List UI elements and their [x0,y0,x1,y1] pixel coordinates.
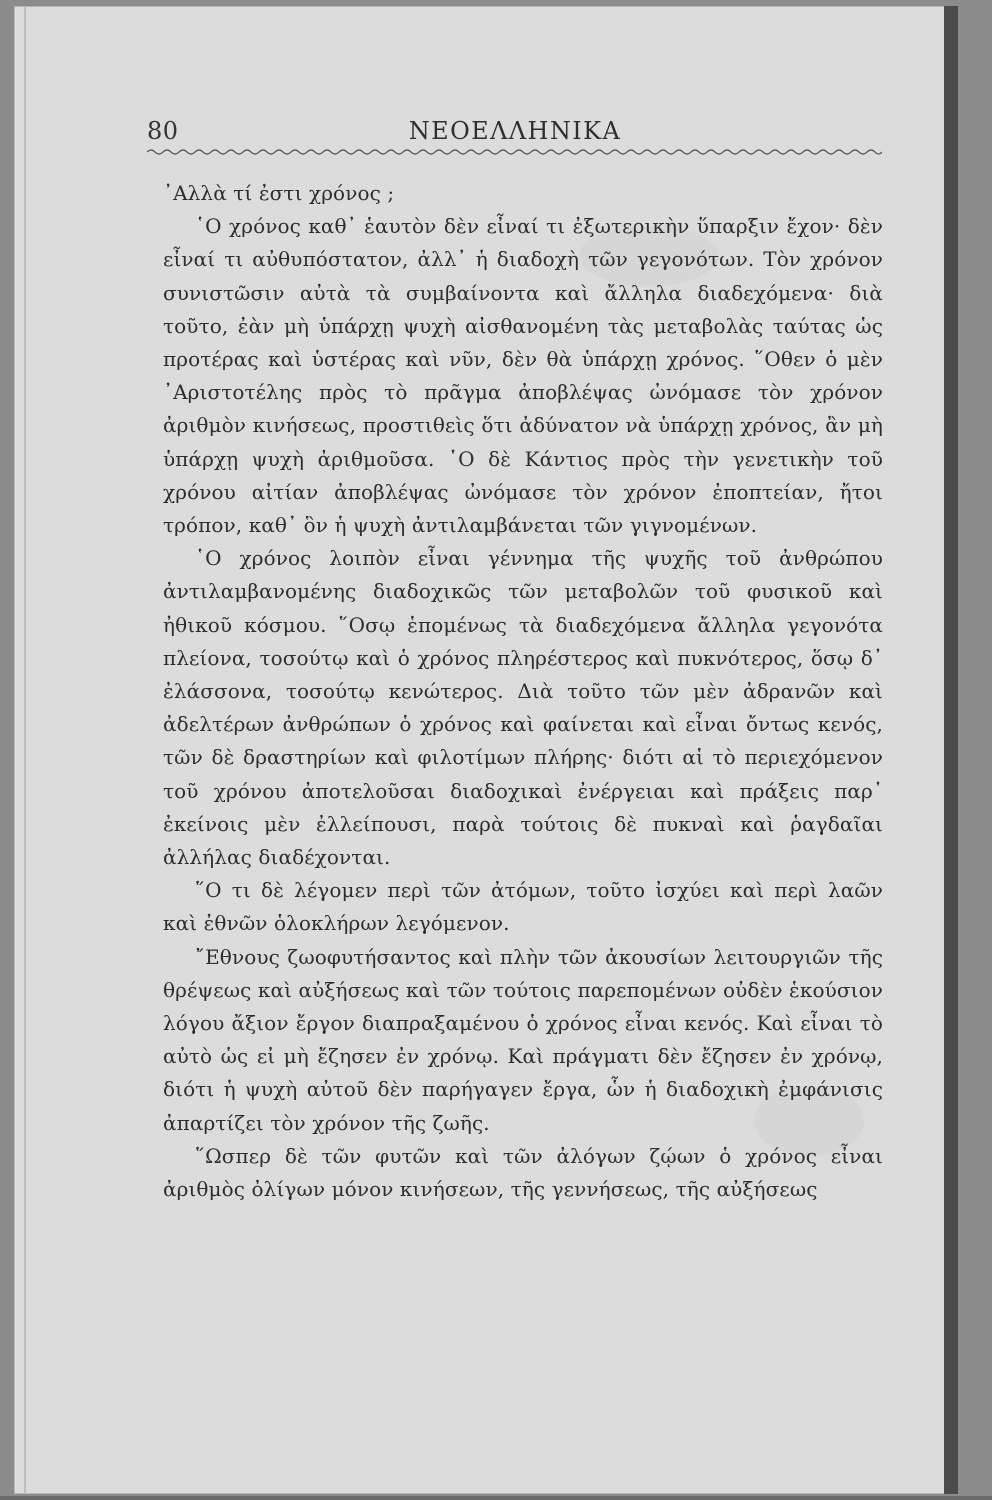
wavy-header-rule [147,148,882,156]
page-body [163,177,883,1206]
running-head: ΝΕΟΕΛΛΗΝΙΚΑ [408,117,622,145]
paragraph: ῾Ο χρόνος λοιπὸν εἶναι γέννημα τῆς ψυχῆς τοῦ ἀνθρώπου ἀντιλαμβανομένης διαδοχικῶς τῶν μεταβολῶν τοῦ φυσικοῦ καὶ ἠθικοῦ κόσμου. ῞Οσῳ ἑπομένως τὰ διαδεχόμενα ἄλληλα γεγονότα πλείονα, τοσούτῳ καὶ ὁ χρόνος πληρέστερος καὶ πυκνότερος, ὅσῳ δ᾿ ἐλάσσονα, τοσούτῳ κενώτερος. Διὰ τοῦτο τῶν μὲν ἀδρανῶν καὶ ἀδελτέρων ἀνθρώπων ὁ χρόνος καὶ φαίνεται καὶ εἶναι ὄντως κενός, τῶν δὲ δραστηρίων καὶ φιλοτίμων πλήρης· διότι αἱ τὸ περιεχόμενον τοῦ χρόνου ἀποτελοῦσαι διαδοχικαὶ ἐνέργειαι καὶ πράξεις παρ᾿ ἐκείνοις μὲν ἐλλείπουσι, παρὰ τούτοις δὲ πυκναὶ καὶ ῥαγδαῖαι ἀλλήλας διαδέχονται. [163,546,883,870]
paragraph: ῞Ωσπερ δὲ τῶν φυτῶν καὶ τῶν ἀλόγων ζῴων ὁ χρόνος εἶναι ἀριθμὸς ὀλίγων μόνον κινήσεων, τῆς γεννήσεως, τῆς αὐξήσεως [163,1143,883,1202]
page-header [147,110,882,154]
paragraph: ῾Ο χρόνος καθ᾿ ἑαυτὸν δὲν εἶναί τι ἐξωτερικὴν ὕπαρξιν ἔχον· δὲν εἶναί τι αὐθυπόστατον, ἀλλ᾿ ἡ διαδοχὴ τῶν γεγονότων. Τὸν χρόνον συνιστῶσιν αὐτὰ τὰ συμβαίνοντα καὶ ἄλληλα διαδεχόμενα· διὰ τοῦτο, ἐὰν μὴ ὑπάρχῃ ψυχὴ αἰσθανομένη τὰς μεταβολὰς ταύτας ὡς προτέρας καὶ ὑστέρας καὶ νῦν, δὲν θὰ ὑπάρχῃ χρόνος. ῞Οθεν ὁ μὲν ᾿Αριστοτέλης πρὸς τὸ πρᾶγμα ἀποβλέψας ὠνόμασε τὸν χρόνον ἀριθμὸν κινήσεως, προστιθεὶς ὅτι ἀδύνατον νὰ ὑπάρχῃ χρόνος, ἂν μὴ ὑπάρχῃ ψυχὴ ἀριθμοῦσα. ῾Ο δὲ Κάντιος πρὸς τὴν γενετικὴν τοῦ χρόνου αἰτίαν ἀποβλέψας ὠνόμασε τὸν χρόνον ἐποπτείαν, ἤτοι τρόπον, καθ᾿ ὃν ἡ ψυχὴ ἀντιλαμβάνεται τῶν γιγνομένων. [163,214,883,538]
scan-bottom-edge [0,1496,992,1500]
paragraph: ᾿Αλλὰ τί ἐστι χρόνος ; [163,181,395,205]
paragraph: ῞Ο τι δὲ λέγομεν περὶ τῶν ἀτόμων, τοῦτο ἰσχύει καὶ περὶ λαῶν καὶ ἐθνῶν ὁλοκλήρων λεγόμενον. [163,878,883,936]
page-number: 80 [147,117,179,145]
paragraph: ῎Εθνους ζωοφυτήσαντος καὶ πλὴν τῶν ἀκουσίων λειτουργιῶν τῆς θρέψεως καὶ αὐξήσεως καὶ τῶν τούτοις παρεπομένων οὐδὲν ἑκούσιον λόγου ἄξιον ἔργον διαπραξαμένου ὁ χρόνος εἶναι κενός. Καὶ εἶναι τὸ αὐτὸ ὡς εἰ μὴ ἔζησεν ἐν χρόνῳ. Καὶ πράγματι δὲν ἔζησεν ἐν χρόνῳ, διότι ἡ ψυχὴ αὐτοῦ δὲν παρήγαγεν ἔργα, ὧν ἡ διαδοχικὴ ἐμφάνισις ἀπαρτίζει τὸν χρόνον τῆς ζωῆς. [163,944,883,1135]
